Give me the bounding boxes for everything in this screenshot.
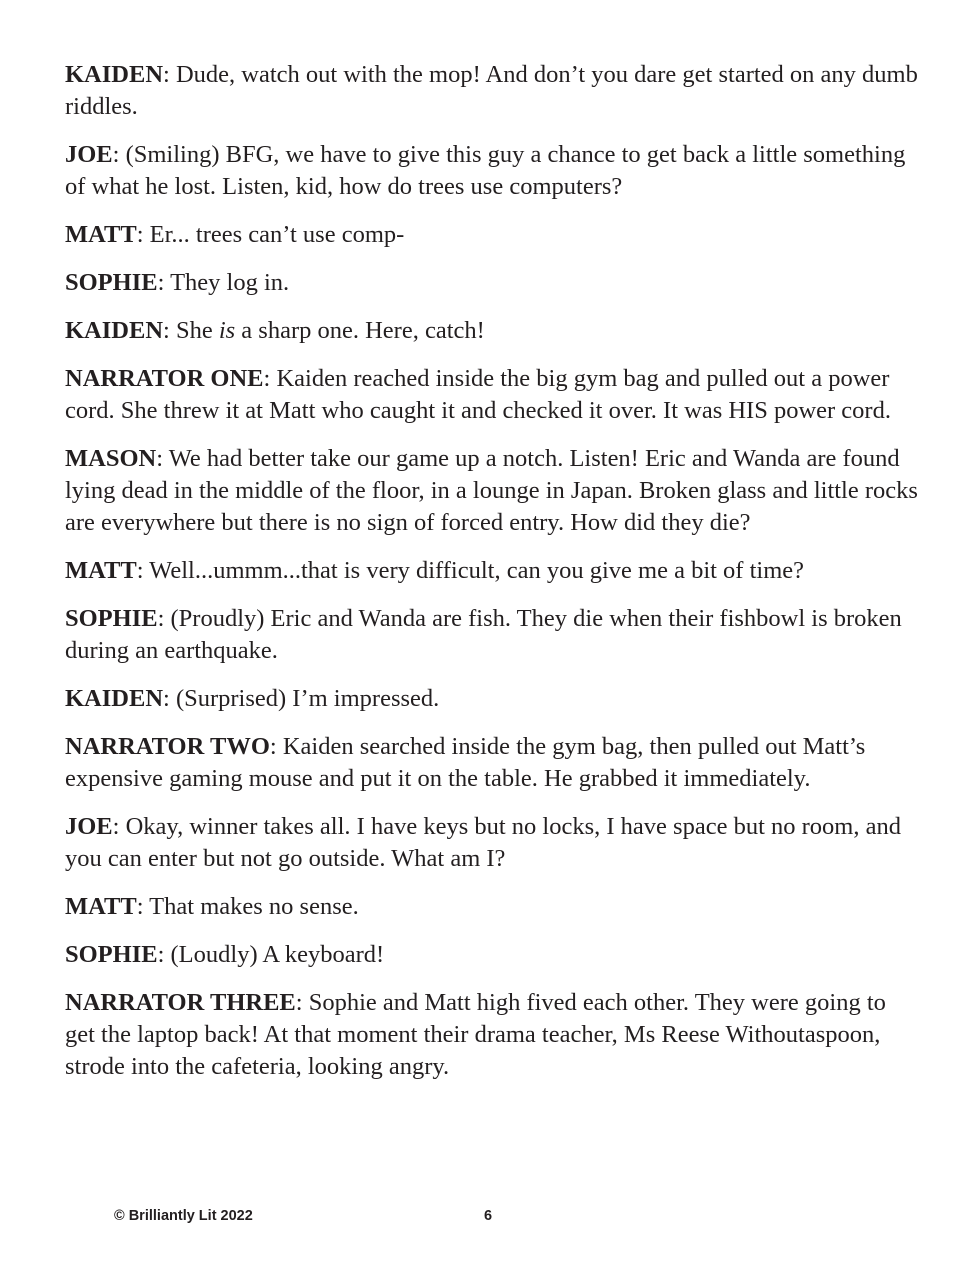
dialogue-line [65,59,920,123]
dialogue-text: : Okay, winner takes all. I have keys but no locks, I have space but no room, and you can enter but not go outside. What am I? [65,813,901,872]
dialogue-text: : Kaiden searched inside the gym bag, then pulled out Matt’s expensive gaming mouse and put it on the table. He grabbed it immediately. [65,733,866,792]
copyright-notice: © Brilliantly Lit 2022 [114,1208,253,1224]
speaker-name: NARRATOR THREE [65,989,296,1016]
dialogue-text: a sharp one. Here, catch! [235,317,485,344]
dialogue-text: : (Loudly) A keyboard! [157,941,385,968]
dialogue-line [65,555,920,587]
speaker-name: NARRATOR TWO [65,733,270,760]
speaker-name: MASON [65,445,157,472]
dialogue-line [65,267,920,299]
speaker-name: SOPHIE [65,605,158,632]
dialogue-text: : They log in. [157,269,290,296]
dialogue-line [65,731,920,795]
dialogue-line [65,939,920,971]
speaker-name: MATT [65,221,137,248]
dialogue-line [65,443,920,539]
dialogue-text: : (Surprised) I’m impressed. [163,685,440,712]
page-footer [0,1208,979,1228]
dialogue-text: : Kaiden reached inside the big gym bag and pulled out a power cord. She threw it at Matt who caught it and checked it over. It was HIS power cord. [65,365,891,424]
dialogue-line [65,139,920,203]
dialogue-line [65,987,920,1083]
script-page [65,59,920,1099]
dialogue-text: : Sophie and Matt high fived each other. They were going to get the laptop back! At that moment their drama teacher, Ms Reese Withoutaspoon, strode into the cafeteria, looking angry. [65,989,886,1080]
speaker-name: SOPHIE [65,269,158,296]
dialogue-line [65,315,920,347]
dialogue-line [65,683,920,715]
speaker-name: KAIDEN [65,685,164,712]
dialogue-line [65,363,920,427]
dialogue-line [65,811,920,875]
speaker-name: MATT [65,557,137,584]
speaker-name: KAIDEN [65,61,164,88]
speaker-name: KAIDEN [65,317,164,344]
dialogue-text: : Dude, watch out with the mop! And don’t you dare get started on any dumb riddles. [65,61,918,120]
dialogue-text: : (Proudly) Eric and Wanda are fish. They die when their fishbowl is broken during an earthquake. [65,605,902,664]
dialogue-text: : That makes no sense. [136,893,359,920]
speaker-name: SOPHIE [65,941,158,968]
dialogue-line [65,891,920,923]
dialogue-text: : She [163,317,219,344]
speaker-name: JOE [65,813,113,840]
speaker-name: JOE [65,141,113,168]
page-number: 6 [484,1208,493,1224]
speaker-name: MATT [65,893,137,920]
dialogue-text: : Well...ummm...that is very difficult, can you give me a bit of time? [136,557,805,584]
speaker-name: NARRATOR ONE [65,365,264,392]
dialogue-line [65,219,920,251]
dialogue-line [65,603,920,667]
dialogue-text: : We had better take our game up a notch. Listen! Eric and Wanda are found lying dead in the middle of the floor, in a lounge in Japan. Broken glass and little rocks are everywhere but there is no sign of forced entry. How did they die? [65,445,918,536]
dialogue-emphasis: is [218,317,236,344]
dialogue-text: : Er... trees can’t use comp- [136,221,405,248]
dialogue-text: : (Smiling) BFG, we have to give this guy a chance to get back a little something of what he lost. Listen, kid, how do trees use computers? [65,141,906,200]
